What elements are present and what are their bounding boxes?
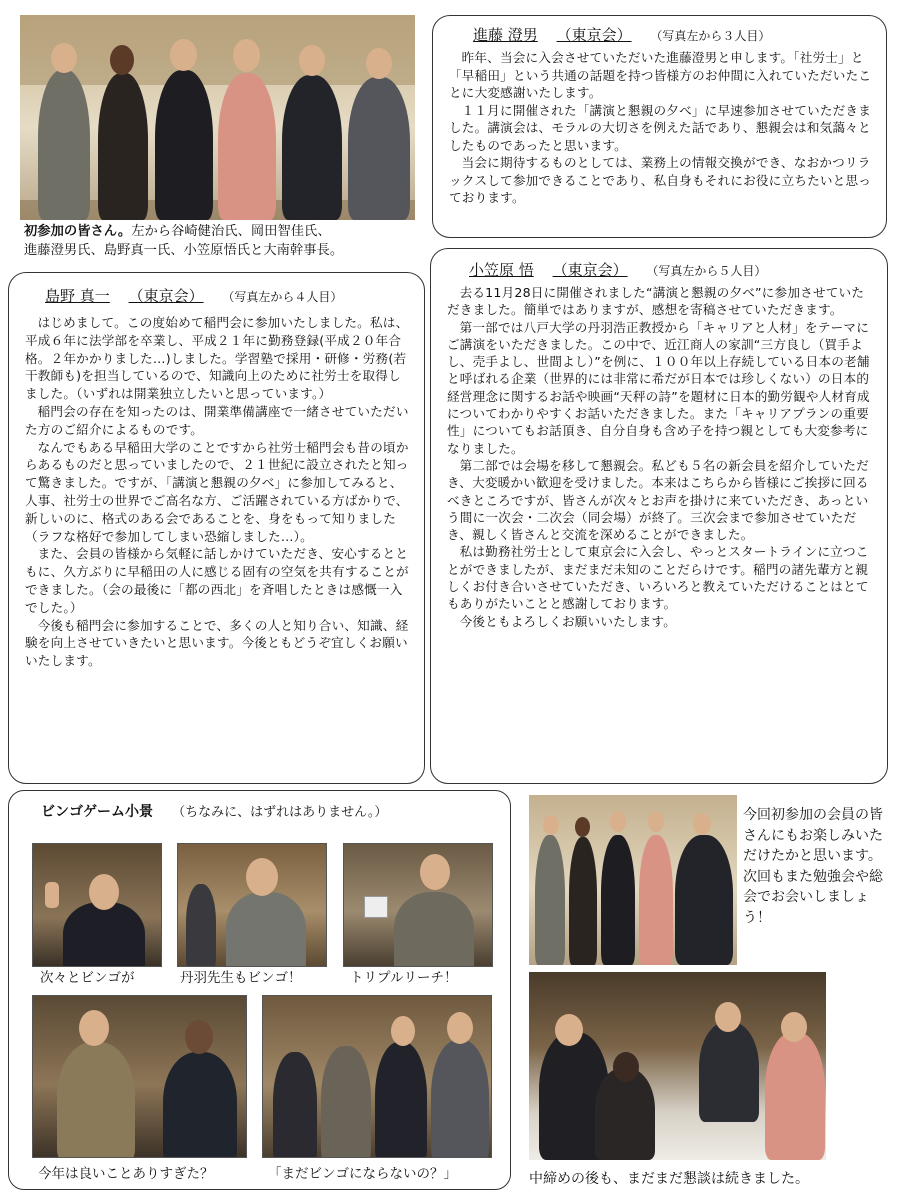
caption-bold: 初参加の皆さん。 xyxy=(24,224,132,239)
bingo-caption-1: 次々とビンゴが xyxy=(40,970,135,986)
shimano-affiliation: （東京会） xyxy=(128,287,204,305)
paragraph: また、会員の皆様から気軽に話しかけていただき、安心するとともに、久方ぶりに早稲田の人に感じる固有の空気を共有することができました。（会の最後に「都の西北」を斉唱したときは感慨一入でした。） xyxy=(25,546,409,615)
group-photo-top xyxy=(20,15,415,220)
paragraph: はじめまして。この度始めて稲門会に参加いたしました。私は、平成６年に法学部を卒業し、平成２１年に勤務登録(平成２０年合格。２年かかりました…)しました。学習塾で採用・研修・労務(若干教師も)を担当しているので、知識向上のために社労士を取得しました。（いずれは開業独立したいと思っています。） xyxy=(25,315,409,402)
bingo-title: ビンゴゲーム小景 xyxy=(41,804,153,820)
ogasawara-header xyxy=(469,259,875,280)
bingo-photo-5 xyxy=(262,995,492,1158)
ogasawara-note: （写真左から５人目） xyxy=(646,264,767,278)
bingo-photo-2 xyxy=(177,843,327,967)
dinner-photo xyxy=(529,972,826,1160)
shindo-note: （写真左から３人目） xyxy=(650,29,771,43)
bingo-subtitle: （ちなみに、はずれはありません。） xyxy=(172,805,388,820)
ogasawara-article xyxy=(430,248,888,784)
paragraph: 第一部では八戸大学の丹羽浩正教授から「キャリアと人材」をテーマにご講演をいただきました。この中で、近江商人の家訓“三方良し（買手よし、売手よし、世間よし）”を例に、１００年以上存続している日本の老舗と呼ばれる企業（世界的には非常に希だが日本では珍しくない）の日本的経営理念に関するお話や映画“天秤の詩”を題材に日本的勤労観や人材育成についてわかりやすくお話いただきました。また「キャリアプランの重要性」についてもお話頂き、自分自身も含め子を持つ親としても大変参考になりました。 xyxy=(447,319,870,456)
shindo-name: 進藤 澄男 xyxy=(473,26,538,44)
dinner-caption: 中締めの後も、まだまだ懇談は続きました。 xyxy=(529,1171,809,1187)
new-members-photo xyxy=(529,795,737,965)
paragraph: 私は勤務社労士として東京会に入会し、やっとスタートラインに立つことができましたが、まだまだ未知のことだらけです。稲門の諸先輩方と親しくお付き合いさせていただき、いろいろと教えていただけることはとてもありがたいことと感謝しております。 xyxy=(447,544,869,612)
paragraph: 今後も稲門会に参加することで、多くの人と知り合い、知識、経験を向上させていきたいと思います。今後ともどうぞ宜しくお願いいたします。 xyxy=(25,617,409,669)
bingo-photo-3 xyxy=(343,843,493,967)
shindo-article xyxy=(432,15,887,238)
closing-message: 今回初参加の会員の皆さんにもお楽しみいただけたかと思います。次回もまた勉強会や総会でお会いしましょう！ xyxy=(743,807,883,926)
shimano-article xyxy=(8,272,425,784)
shimano-header xyxy=(45,285,412,306)
ogasawara-affiliation: （東京会） xyxy=(552,261,628,279)
caption-line2: 進藤澄男氏、島野真一氏、小笠原悟氏と大南幹事長。 xyxy=(24,243,344,258)
bingo-caption-2: 丹羽先生もビンゴ！ xyxy=(180,970,302,986)
top-photo-caption xyxy=(24,222,343,260)
shimano-note: （写真左から４人目） xyxy=(222,290,343,304)
paragraph: 第二部では会場を移して懇親会。私ども５名の新会員を紹介していただき、大変暖かい歓迎を受けました。本来はこちらから皆様にご挨拶に回るべきところですが、皆さんが次々とお声を掛けに来ていただき、あっという間に一次会・二次会（同会場）が終了。三次会まで参加させていただき、親しく皆さんと交流を深めることができました。 xyxy=(447,457,869,543)
paragraph: 去る11月28日に開催されました“講演と懇親の夕べ”に参加させていただきました。簡単ではありますが、感想を寄稿させていただきます。 xyxy=(447,285,865,318)
shimano-name: 島野 真一 xyxy=(45,287,110,305)
shindo-header xyxy=(473,24,874,45)
ogasawara-name: 小笠原 悟 xyxy=(469,261,534,279)
bingo-photo-4 xyxy=(32,995,247,1158)
bingo-title-row xyxy=(41,801,387,821)
bingo-caption-5: 「まだビンゴにならないの？」 xyxy=(268,1166,457,1182)
paragraph: 当会に期待するものとしては、業務上の情報交換ができ、なおかつリラックスして参加できることであり、私自身もそれにお役に立ちたいと思っております。 xyxy=(449,155,872,205)
paragraph: 今後ともよろしくお願いいたします。 xyxy=(459,613,677,629)
paragraph: 昨年、当会に入会させていただいた進藤澄男と申します。「社労士」と「早稲田」という共通の話題を持つ皆様方のお仲間に入れていただいたことに大変感謝いたします。 xyxy=(449,50,872,100)
caption-line1: 左から谷崎健治氏、岡田智佳氏、 xyxy=(131,224,331,239)
paragraph: 稲門会の存在を知ったのは、開業準備講座で一緒させていただいた方のご紹介によるものです。 xyxy=(25,403,409,437)
paragraph: なんでもある早稲田大学のことですから社労士稲門会も昔の頃からあるものだと思っていましたので、２１世紀に設立されたと知って驚きました。ですが、「講演と懇親の夕べ」に参加してみると、人事、社労士の世界でご高名な方、ご活躍されている方ばかりで、新しいのに、格式のある会であることを、身をもって知りました（ラフな格好で参加してしまい恐縮しました…）。 xyxy=(25,439,409,544)
bingo-caption-4: 今年は良いことありすぎた？ xyxy=(38,1166,214,1182)
bingo-caption-3: トリプルリーチ！ xyxy=(350,970,458,986)
paragraph: １１月に開催された「講演と懇親の夕べ」に早速参加させていただきました。講演会は、モラルの大切さを例えた話であり、懇親会は和気藹々としたものであったと思います。 xyxy=(449,102,871,153)
bingo-photo-1 xyxy=(32,843,162,967)
shindo-affiliation: （東京会） xyxy=(556,26,632,44)
